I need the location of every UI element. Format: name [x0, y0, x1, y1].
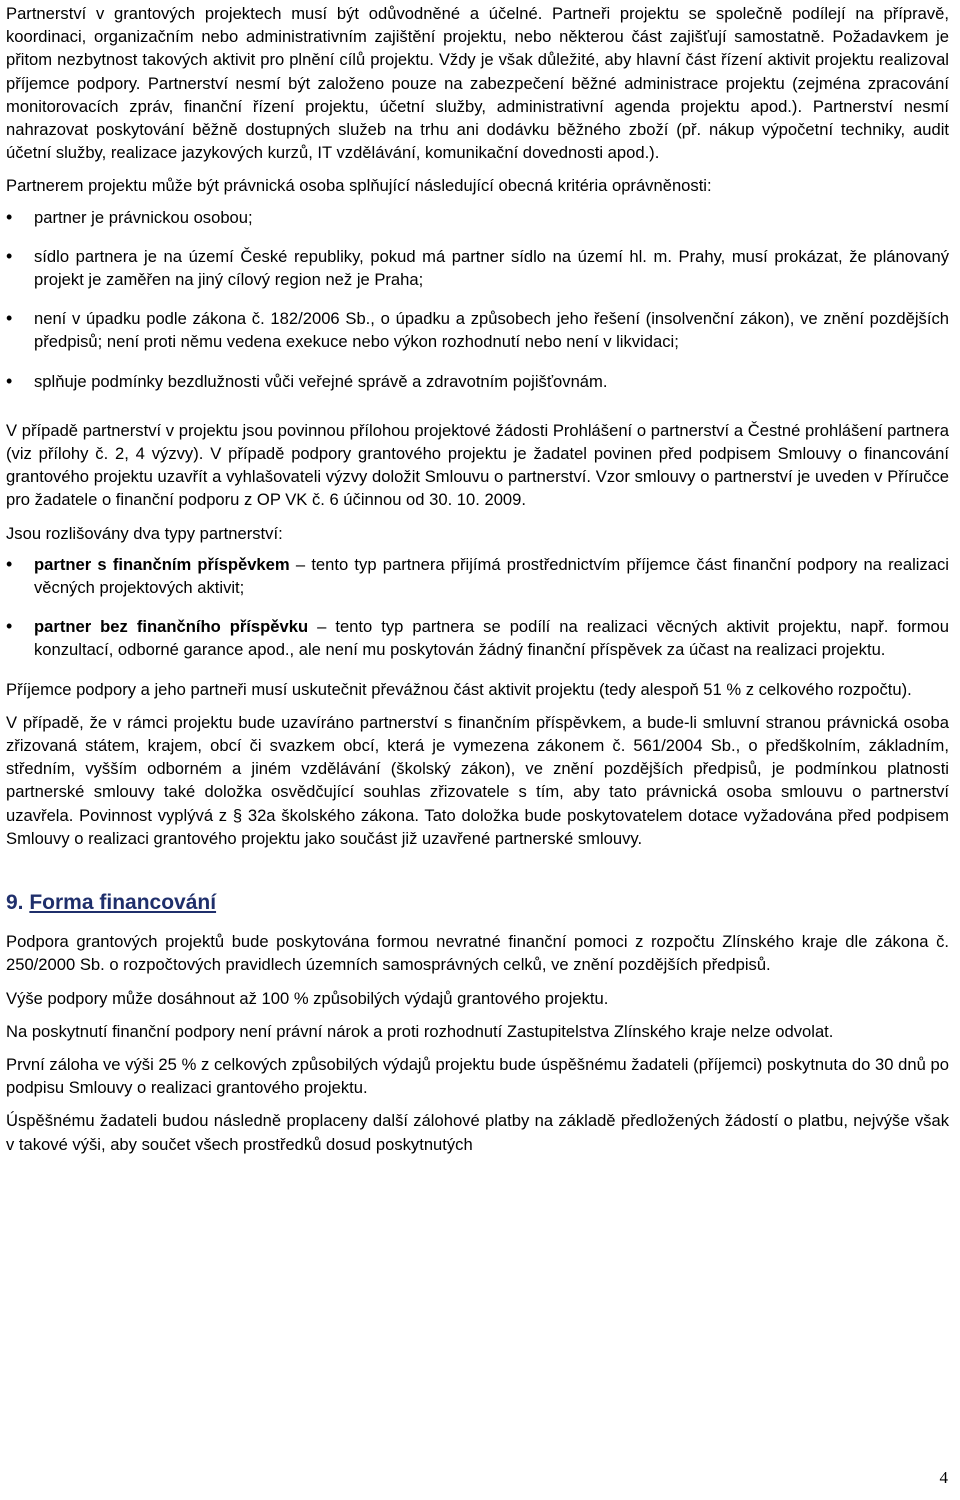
financing-paragraph: Na poskytnutí finanční podpory není právní nárok a proti rozhodnutí Zastupitelstva Zlínského kraje nelze odvolat. [6, 1021, 834, 1041]
section-title: Forma financování [29, 891, 217, 915]
financing-paragraph: Podpora grantových projektů bude poskytována formou nevratné finanční pomoci z rozpočtu Zlínského kraje dle zákona č. 250/2000 Sb. o rozpočtových pravidlech územních samosprávných celků, ve znění pozdějších předpisů. [6, 932, 949, 975]
list-item: • sídlo partnera je na území České republiky, pokud má partner sídlo na území hl. m. Prahy, musí prokázat, že plánovaný projekt je zaměřen na jiný cílový region než je Praha; [6, 245, 949, 291]
section-heading [6, 890, 949, 916]
partner-type-desc: – tento typ partnera přijímá prostřednictvím příjemce část finanční podpory na realizaci věcných projektových aktivit; [34, 554, 949, 598]
financing-paragraph: Úspěšnému žadateli budou následně proplaceny další zálohové platby na základě předložených žádostí o platbu, nejvýše však v takové výši, aby součet všech prostředků dosud poskytnutých [6, 1111, 949, 1154]
list-item: • není v úpadku podle zákona č. 182/2006 Sb., o úpadku a způsobech jeho řešení (insolvenční zákon), ve znění pozdějších předpisů; není proti němu vedena exekuce nebo výkon rozhodnutí nebo není v likvidaci; [6, 307, 949, 353]
partnership-types-intro: Jsou rozlišovány dva typy partnerství: [6, 523, 283, 543]
list-item [6, 553, 949, 599]
financing-paragraph: První záloha ve výši 25 % z celkových způsobilých výdajů projektu bude úspěšnému žadateli (příjemci) poskytnuta do 30 dnů po podpisu Smlouvy o realizaci grantového projektu. [6, 1054, 949, 1098]
partner-type-term: partner bez finančního příspěvku [34, 617, 309, 637]
list-item: • partner je právnickou osobou; [6, 206, 949, 229]
share-paragraph: Příjemce podpory a jeho partneři musí uskutečnit převážnou část aktivit projektu (tedy alespoň 51 % z celkového rozpočtu). [6, 679, 912, 699]
eligibility-intro: Partnerem projektu může být právnická osoba splňující následující obecná kritéria oprávněnosti: [6, 176, 712, 196]
list-item: • splňuje podmínky bezdlužnosti vůči veřejné správě a zdravotním pojišťovnám. [6, 370, 949, 393]
partnership-types-list [6, 553, 949, 662]
intro-paragraph: Partnerství v grantových projektech musí být odůvodněné a účelné. Partneři projektu se společně podílejí na přípravě, koordinaci, organizačním nebo administrativním zajištění projektu, nebo některou část zajišťují samostatně. Požadavkem je přitom nezbytnost takových aktivit pro plnění cílů projektu. Vždy je však důležité, aby hlavní část řízení aktivit projektu realizoval příjemce podpory. Partnerství nesmí být založeno pouze na zabezpečení běžné administrace projektu (zejména zpracování monitorovacích zpráv, finanční řízení projektu, účetní služby, administrativní agenda projektu apod.). Partnerství nesmí nahrazovat poskytování běžně dostupných služeb na trhu ani dodávku běžného zboží (př. nákup výpočetní techniky, audit účetní služby, realizace jazykových kurzů, IT vzdělávání, komunikační dovednosti apod.). [6, 4, 949, 163]
consent-paragraph: V případě, že v rámci projektu bude uzavíráno partnerství s finančním příspěvkem, a bude-li smluvní stranou právnická osoba zřizovaná státem, krajem, obcí či svazkem obcí, která je vymezena zákonem č. 561/2004 Sb., o předškolním, základním, středním, vyšším odborném a jiném vzdělávání (školský zákon), ve znění pozdějších předpisů, je podmínkou platnosti partnerské smlouvy také doložka osvědčující souhlas zřizovatele s tím, aby tato právnická osoba smlouvu o partnerství uzavřela. Povinnost vyplývá z § 32a školského zákona. Tato doložka bude poskytovatelem dotace vyžadována před podpisem Smlouvy o realizaci grantového projektu jako součást již uzavřené partnerské smlouvy. [6, 712, 949, 848]
attachments-paragraph: V případě partnerství v projektu jsou povinnou přílohou projektové žádosti Prohlášení o partnerství a Čestné prohlášení partnera (viz přílohy č. 2, 4 výzvy). V případě podpory grantového projektu je žadatel povinen před podpisem Smlouvy o financování grantového projektu uzavřít a vyhlašovateli výzvy doložit Smlouvu o partnerství. Vzor smlouvy o partnerství je uveden v Příručce pro žadatele o finanční podporu z OP VK č. 6 účinnou od 30. 10. 2009. [6, 420, 949, 510]
eligibility-criteria-list [6, 206, 949, 393]
section-number: 9. [6, 891, 24, 915]
page-number: 4 [939, 1468, 948, 1487]
list-item [6, 615, 949, 661]
partner-type-desc: – tento typ partnera se podílí na realizaci věcných aktivit projektu, např. formou konzultací, odborné garance apod., ale není mu poskytován žádný finanční příspěvek za účast na realizaci projektu. [34, 617, 949, 660]
page-content [6, 2, 949, 1166]
partner-type-term: partner s finančním příspěvkem [34, 554, 290, 574]
financing-paragraph: Výše podpory může dosáhnout až 100 % způsobilých výdajů grantového projektu. [6, 988, 609, 1008]
